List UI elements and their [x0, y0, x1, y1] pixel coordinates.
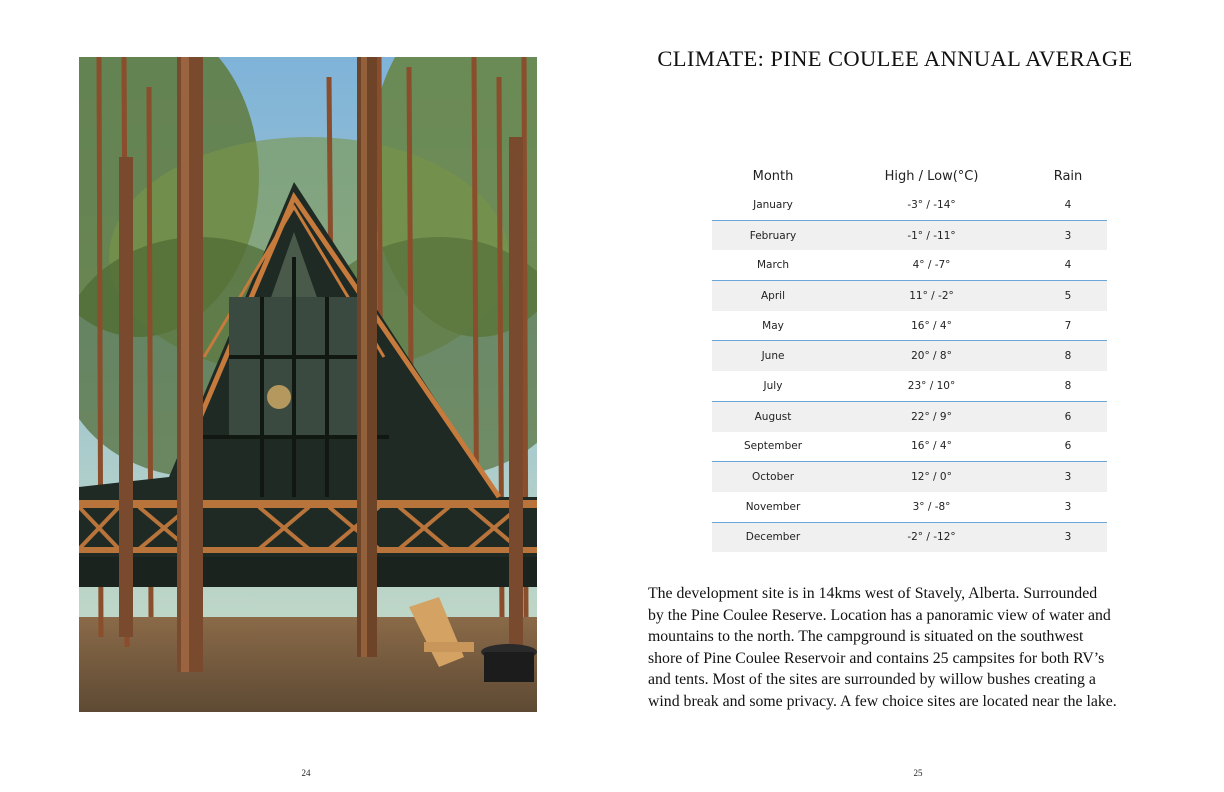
cell-high-low: 11° / -2°: [834, 281, 1029, 311]
cell-rain: 5: [1029, 281, 1107, 311]
cell-high-low: 16° / 4°: [834, 432, 1029, 462]
body-line: The development site is in 14kms west of Stavely, Alberta. Surrounded: [648, 585, 1098, 602]
table-row: [712, 492, 1107, 522]
cell-high-low: 23° / 10°: [834, 371, 1029, 401]
header-month: Month: [752, 168, 794, 184]
table-row: [712, 190, 1107, 220]
table-row: [712, 311, 1107, 341]
cell-high-low: -1° / -11°: [834, 220, 1029, 250]
cell-rain: 3: [1029, 492, 1107, 522]
body-line: shore of Pine Coulee Reservoir and contains 25 campsites for both RV’s: [648, 649, 1105, 667]
cell-month: May: [712, 311, 834, 341]
cell-high-low: -2° / -12°: [834, 522, 1029, 552]
header-high-low: High / Low(°C): [884, 168, 979, 184]
header-rain: Rain: [1053, 168, 1083, 184]
cell-rain: 3: [1029, 522, 1107, 552]
cell-month: August: [712, 401, 834, 431]
page-title: CLIMATE: PINE COULEE ANNUAL AVERAGE: [657, 46, 1133, 71]
page-number-left: 24: [301, 768, 311, 778]
cell-month: April: [712, 281, 834, 311]
cell-rain: 7: [1029, 311, 1107, 341]
body-line: and tents. Most of the sites are surrounded by willow bushes creating a: [648, 671, 1096, 689]
page-number-right: 25: [913, 768, 923, 778]
body-line: wind break and some privacy. A few choice sites are located near the lake.: [648, 692, 1117, 710]
climate-table: [712, 162, 1107, 552]
body-paragraph: [648, 583, 1188, 713]
table-row: [712, 220, 1107, 250]
cell-rain: 3: [1029, 462, 1107, 492]
cell-month: July: [712, 371, 834, 401]
cell-month: January: [712, 190, 834, 220]
cell-high-low: 3° / -8°: [834, 492, 1029, 522]
cell-month: October: [712, 462, 834, 492]
table-row: [712, 281, 1107, 311]
cell-high-low: 12° / 0°: [834, 462, 1029, 492]
table-row: [712, 401, 1107, 431]
cell-rain: 4: [1029, 250, 1107, 280]
cell-month: December: [712, 522, 834, 552]
body-line: by the Pine Coulee Reserve. Location has a panoramic view of water and: [648, 606, 1111, 624]
cell-high-low: 4° / -7°: [834, 250, 1029, 280]
cell-month: November: [712, 492, 834, 522]
cell-high-low: -3° / -14°: [834, 190, 1029, 220]
cabin-photo: [79, 57, 537, 712]
table-row: [712, 522, 1107, 552]
cell-high-low: 16° / 4°: [834, 311, 1029, 341]
cell-rain: 6: [1029, 401, 1107, 431]
cell-high-low: 22° / 9°: [834, 401, 1029, 431]
table-row: [712, 341, 1107, 371]
table-row: [712, 250, 1107, 280]
cell-month: June: [712, 341, 834, 371]
table-row: [712, 432, 1107, 462]
table-row: [712, 371, 1107, 401]
cell-month: September: [712, 432, 834, 462]
cell-month: March: [712, 250, 834, 280]
cell-rain: 8: [1029, 341, 1107, 371]
cell-rain: 3: [1029, 220, 1107, 250]
cell-rain: 4: [1029, 190, 1107, 220]
cell-rain: 6: [1029, 432, 1107, 462]
table-row: [712, 462, 1107, 492]
cell-rain: 8: [1029, 371, 1107, 401]
cell-month: February: [712, 220, 834, 250]
cell-high-low: 20° / 8°: [834, 341, 1029, 371]
body-line: mountains to the north. The campground is situated on the southwest: [648, 628, 1084, 646]
table-header-row: [712, 162, 1107, 190]
